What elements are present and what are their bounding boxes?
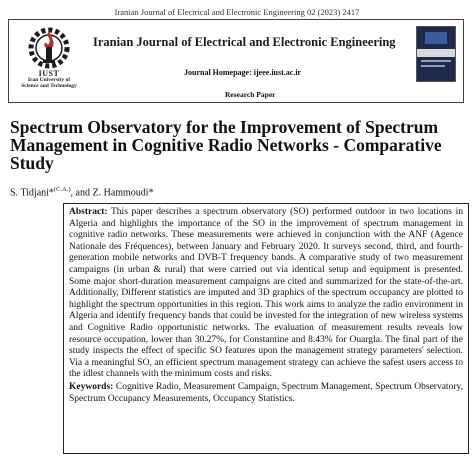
- author-2: Z. Hammoudi*: [92, 187, 154, 199]
- keywords-label: Keywords:: [69, 381, 114, 392]
- journal-cover-thumbnail: [416, 26, 456, 82]
- author-separator: , and: [70, 187, 93, 199]
- author-1: S. Tidjani*: [10, 187, 54, 199]
- abstract-text: This paper describes a spectrum observatory (SO) performed outdoor in two locations in Algeria and highlights the importance of the SO in the improvement of spectrum management in cognitive radio networks. These measurements were achieved in conjunction with the ANF (Agence Nationale des Fréquences), between January and February 2020. It surveys second, third, and fourth-generation mobile networks and DVB-T frequency bands. A comparative study of two measurement campaigns (in urban & rural) that were carried out via identical setup and equipment is presented. Some major short-duration measurement campaigns are cited and summarized for the state-of-the-art. Additionally, Different statistics are imputed and 3D graphics of the spectrum occupancy are plotted to highlight the spectrum opportunities in this region. This work aims to analyze the radio environment in Algeria and identify frequency bands that could be invested for the integration of new wireless systems and Cognitive Radio opportunistic networks. The evaluation of measurement results reveals low resource occupation, lower than 30.27%, for Constantine and 8.43% for Ouargla. The final part of the study inspects the effect of specific SO features upon the management strategy parameters' selection. Via a meaningful SO, an efficient spectrum management strategy can achieve the safest users access to the idlest channels with the minimum costs and risks.: [69, 207, 463, 380]
- abstract-paragraph: [69, 207, 463, 381]
- paper-title: Spectrum Observatory for the Improvement of Spectrum Management in Cognitive Radio Networks - Comparative Study: [10, 117, 442, 173]
- university-logo: [15, 23, 83, 101]
- keywords-paragraph: [69, 382, 463, 405]
- authors-line: [10, 186, 154, 198]
- article-type: Research Paper: [225, 90, 276, 99]
- gear-torch-icon: [15, 23, 83, 73]
- logo-caption: [15, 71, 83, 90]
- journal-homepage[interactable]: Journal Homepage: ijeee.iust.ac.ir: [184, 68, 302, 77]
- keywords-text: Cognitive Radio, Measurement Campaign, Spectrum Management, Spectrum Observatory, Spectrum Occupancy Measurements, Occupancy Statistics.: [69, 381, 463, 404]
- logo-line2: Science and Technology: [21, 83, 77, 90]
- abstract-label: Abstract:: [69, 207, 108, 217]
- journal-header-box: [8, 19, 464, 103]
- journal-title: Iranian Journal of Electrical and Electronic Engineering: [93, 35, 396, 49]
- journal-header-line: Iranian Journal of Electrical and Electronic Engineering 02 (2023) 2417: [114, 7, 360, 17]
- logo-line1: Iran University of: [27, 77, 71, 84]
- abstract-box: [63, 203, 469, 454]
- logo-name: IUST: [38, 69, 60, 78]
- corresponding-author-mark: (C.A.): [53, 186, 71, 193]
